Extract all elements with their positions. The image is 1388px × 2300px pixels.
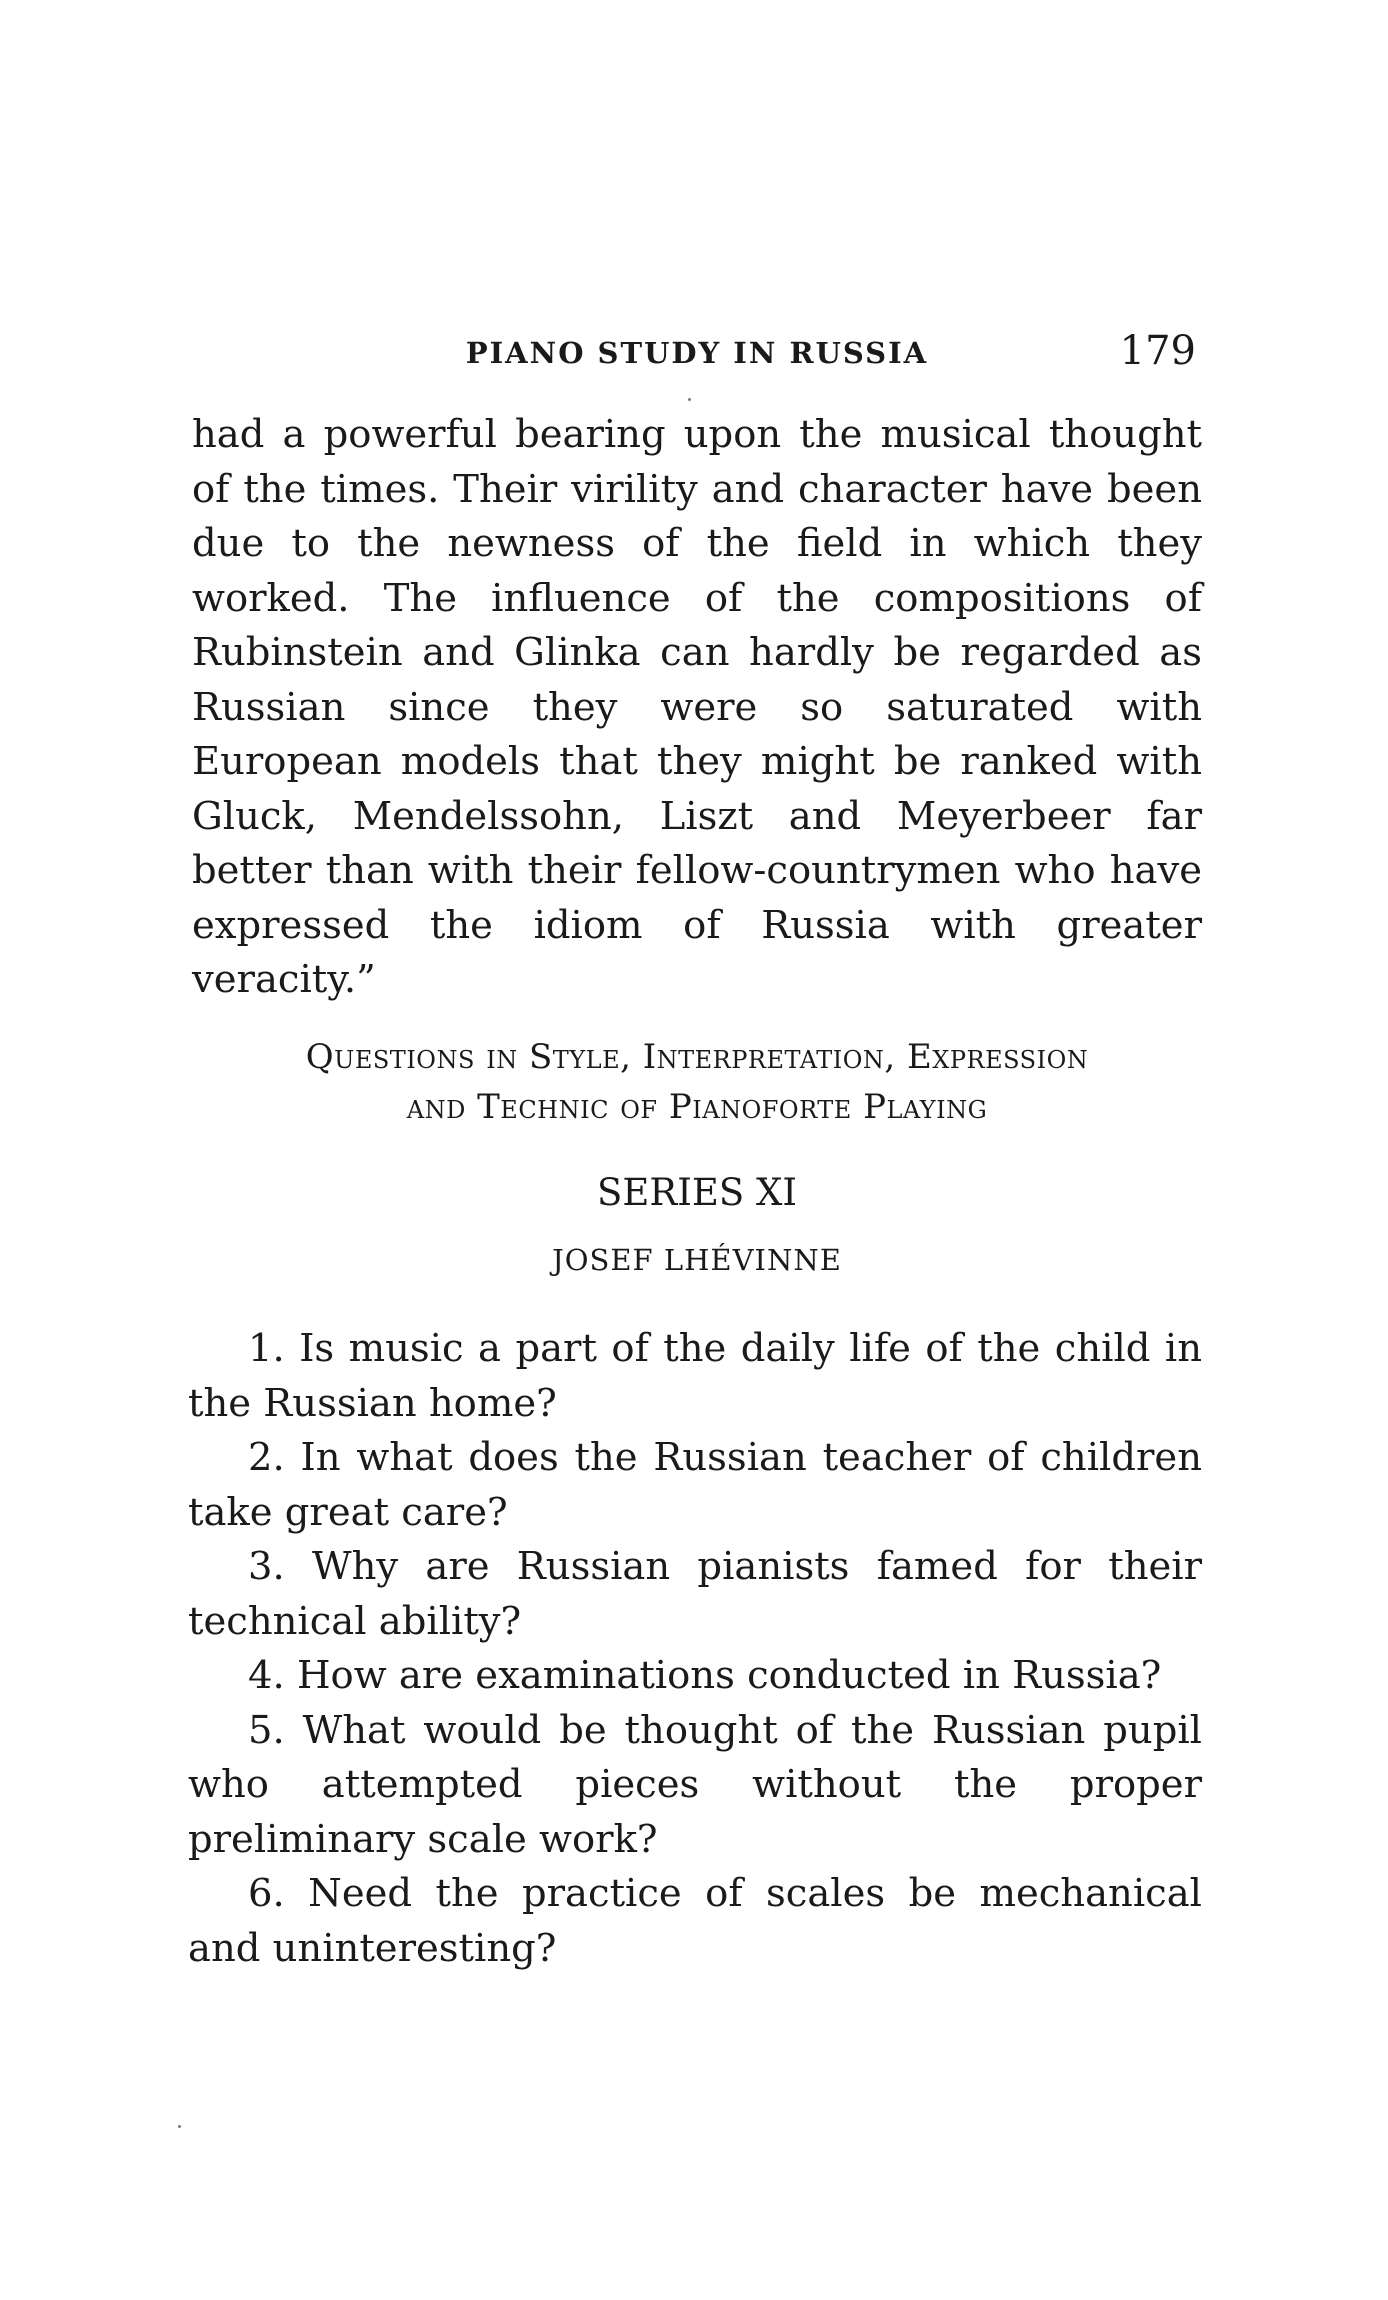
question-item: 4. How are examinations conducted in Russia? [248, 1653, 1162, 1698]
paper-speck [688, 398, 691, 401]
question-item: 3. Why are Russian pianists famed for their technical ability? [188, 1544, 1202, 1644]
paper-speck [178, 2125, 181, 2128]
body-paragraph: had a powerful bearing upon the musical thought of the times. Their virility and character have been due to the newness of the field in which they worked. The influence of the compositions of Rubinstein and Glinka can hardly be regarded as Russian since they were so saturated with European models that they might be ranked with Gluck, Mendelssohn, Liszt and Meyerbeer far better than with their fellow-countrymen who have expressed the idiom of Russia with greater veracity.” [192, 412, 1202, 1002]
question-item: 2. In what does the Russian teacher of children take great care? [188, 1435, 1202, 1535]
section-heading-line-1: Questions in Style, Interpretation, Expression [305, 1037, 1089, 1077]
author-name: JOSEF LHÉVINNE [552, 1243, 842, 1277]
question-list [188, 1322, 1202, 1976]
series-title: SERIES XI [597, 1171, 797, 1214]
question-item: 6. Need the practice of scales be mechanical and uninteresting? [188, 1871, 1202, 1971]
section-heading-line-2: and Technic of Pianoforte Playing [406, 1087, 988, 1127]
running-head [192, 328, 1202, 378]
question-item: 1. Is music a part of the daily life of the child in the Russian home? [188, 1326, 1202, 1426]
running-title: PIANO STUDY IN RUSSIA [465, 336, 929, 370]
question-item: 5. What would be thought of the Russian pupil who attempted pieces without the proper preliminary scale work? [188, 1707, 1202, 1862]
page-number: 179 [1119, 328, 1196, 374]
section-heading [192, 1032, 1202, 1132]
